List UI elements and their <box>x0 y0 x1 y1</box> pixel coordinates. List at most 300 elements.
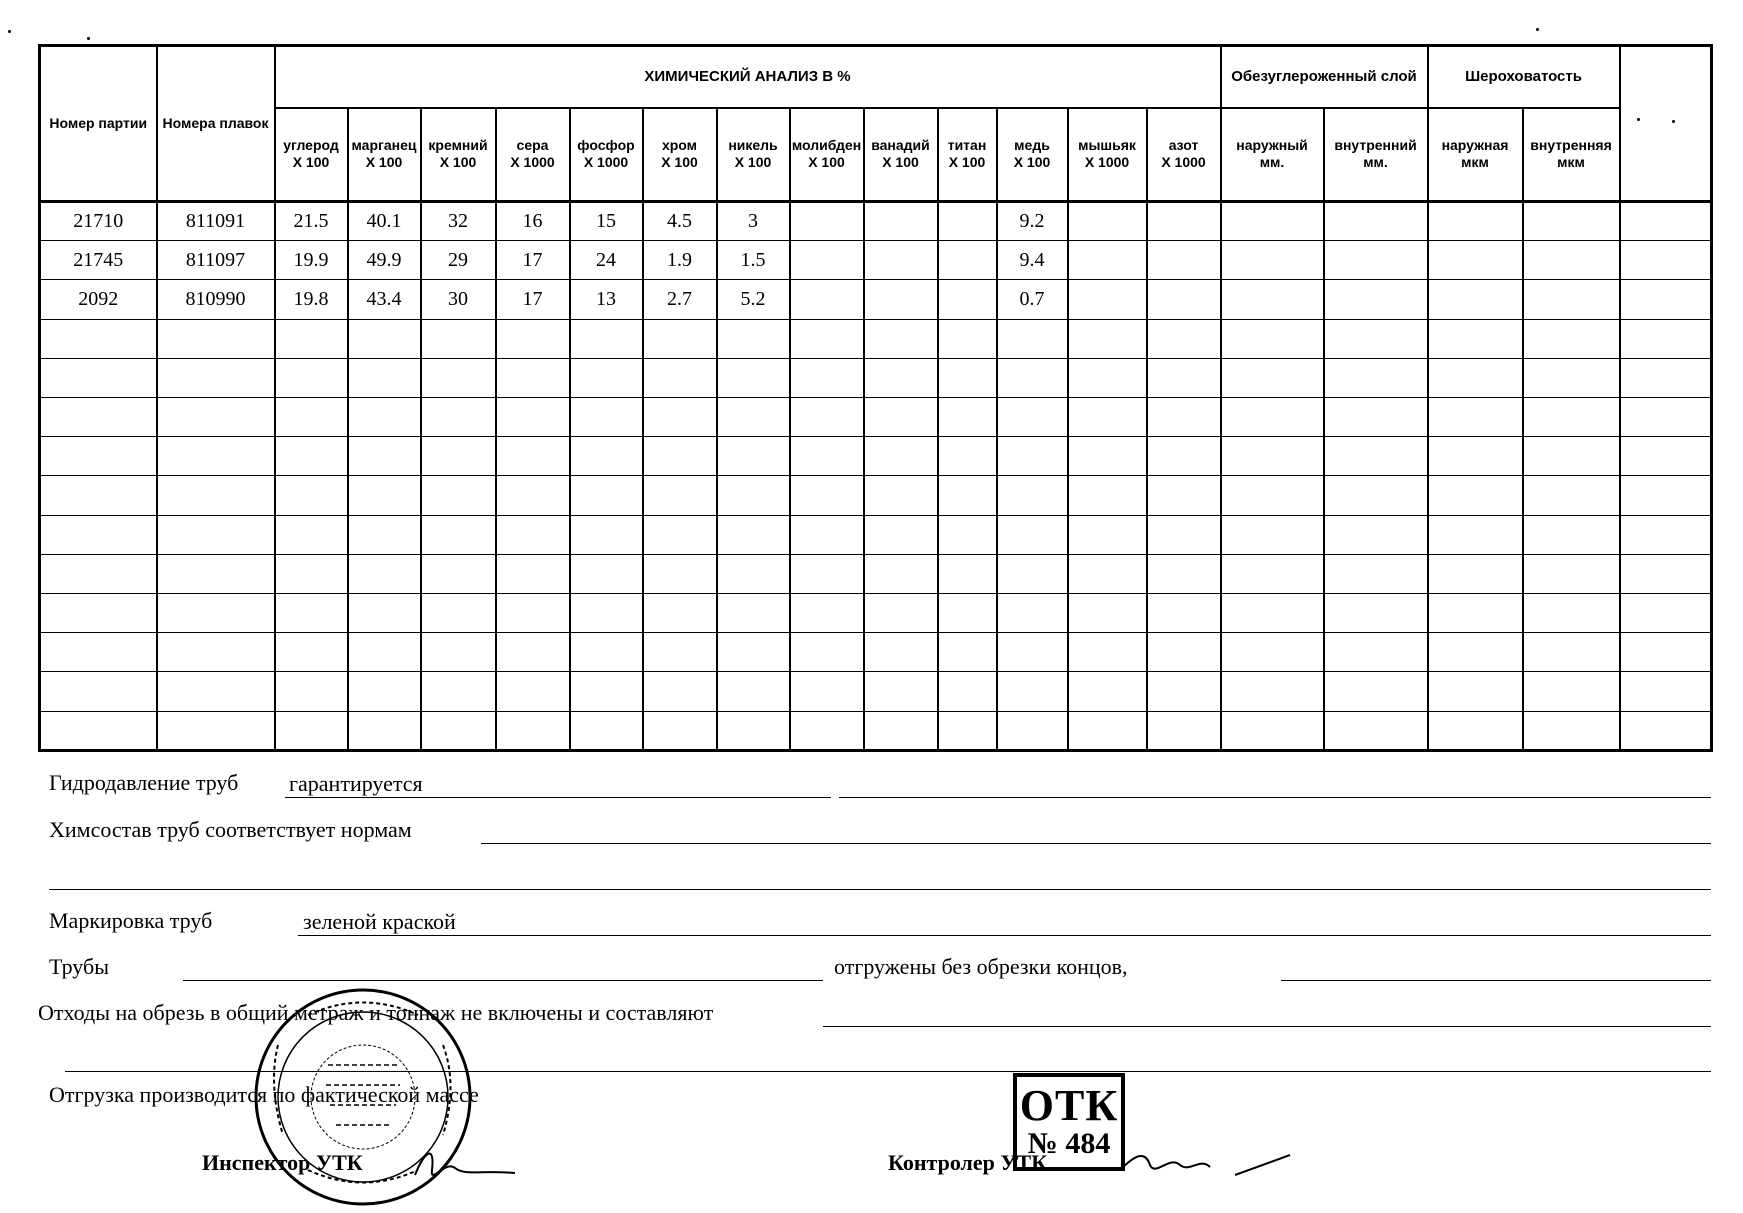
table-cell <box>938 515 997 554</box>
table-cell: 21745 <box>40 241 157 280</box>
table-cell <box>1221 633 1324 672</box>
scan-speck <box>1637 118 1640 121</box>
table-cell <box>1068 319 1147 358</box>
table-cell <box>1221 437 1324 476</box>
table-cell <box>1620 594 1712 633</box>
table-cell <box>1068 672 1147 711</box>
table-cell <box>790 711 864 750</box>
table-cell <box>348 594 421 633</box>
table-cell <box>1428 711 1523 750</box>
table-cell <box>496 554 570 593</box>
table-cell <box>1428 241 1523 280</box>
table-row <box>40 319 1712 358</box>
table-cell <box>717 672 790 711</box>
table-cell: 15 <box>570 202 643 241</box>
table-cell <box>40 633 157 672</box>
table-cell <box>275 437 348 476</box>
table-cell <box>1523 202 1620 241</box>
table-row <box>40 358 1712 397</box>
table-cell <box>938 554 997 593</box>
table-cell <box>1523 319 1620 358</box>
table-cell <box>938 672 997 711</box>
table-cell: 5.2 <box>717 280 790 319</box>
table-cell <box>570 437 643 476</box>
table-cell <box>1324 554 1428 593</box>
table-cell <box>864 515 938 554</box>
table-cell <box>421 476 496 515</box>
hydro-value-line <box>285 797 831 798</box>
table-cell <box>1324 594 1428 633</box>
table-cell <box>1068 202 1147 241</box>
table-cell <box>1221 515 1324 554</box>
table-cell <box>997 319 1068 358</box>
table-cell <box>864 633 938 672</box>
table-cell <box>275 554 348 593</box>
table-cell <box>1523 633 1620 672</box>
table-cell <box>1068 515 1147 554</box>
table-cell <box>938 241 997 280</box>
table-cell <box>790 554 864 593</box>
scan-speck <box>87 37 90 40</box>
table-cell <box>1428 515 1523 554</box>
table-cell <box>997 554 1068 593</box>
table-cell <box>1523 554 1620 593</box>
table-cell <box>1620 358 1712 397</box>
table-cell <box>496 319 570 358</box>
table-cell <box>40 711 157 750</box>
table-cell <box>717 594 790 633</box>
table-cell <box>421 594 496 633</box>
table-cell <box>790 241 864 280</box>
table-cell <box>717 515 790 554</box>
header-rough-inner: внутренняя мкм <box>1523 108 1620 202</box>
table-cell <box>570 319 643 358</box>
table-cell <box>1324 319 1428 358</box>
table-cell <box>157 319 275 358</box>
table-cell <box>643 476 717 515</box>
table-cell <box>1147 633 1221 672</box>
table-row <box>40 476 1712 515</box>
table-cell: 19.9 <box>275 241 348 280</box>
header-chemical-analysis: ХИМИЧЕСКИЙ АНАЛИЗ В % <box>275 46 1221 108</box>
table-cell <box>275 319 348 358</box>
table-cell <box>570 358 643 397</box>
table-cell <box>40 437 157 476</box>
table-cell <box>1324 711 1428 750</box>
header-decarburized-layer: Обезуглероженный слой <box>1221 46 1428 108</box>
table-cell: 17 <box>496 241 570 280</box>
table-cell <box>1221 358 1324 397</box>
chemical-analysis-table <box>38 44 1713 752</box>
table-cell <box>1428 358 1523 397</box>
table-cell <box>421 515 496 554</box>
table-row <box>40 280 1712 319</box>
table-cell <box>1523 437 1620 476</box>
table-cell <box>1620 515 1712 554</box>
table-cell <box>1620 280 1712 319</box>
table-cell <box>348 672 421 711</box>
table-cell <box>570 554 643 593</box>
table-cell <box>717 711 790 750</box>
table-cell <box>1523 398 1620 437</box>
header-silicon: кремний Х 100 <box>421 108 496 202</box>
table-cell <box>864 672 938 711</box>
table-cell: 16 <box>496 202 570 241</box>
table-cell <box>938 398 997 437</box>
header-carbon: углерод Х 100 <box>275 108 348 202</box>
table-cell: 1.9 <box>643 241 717 280</box>
table-cell <box>938 711 997 750</box>
header-chromium: хром Х 100 <box>643 108 717 202</box>
table-cell <box>1523 672 1620 711</box>
table-cell <box>1324 202 1428 241</box>
table-cell <box>864 594 938 633</box>
table-cell <box>348 633 421 672</box>
table-cell <box>1147 476 1221 515</box>
table-row <box>40 241 1712 280</box>
scan-speck <box>8 30 11 33</box>
controller-signature <box>1115 1135 1295 1190</box>
table-cell <box>643 554 717 593</box>
table-cell <box>1428 280 1523 319</box>
table-cell <box>1147 554 1221 593</box>
table-cell <box>1428 633 1523 672</box>
table-cell <box>1147 202 1221 241</box>
table-cell <box>864 711 938 750</box>
table-cell <box>40 672 157 711</box>
table-cell <box>1221 672 1324 711</box>
table-cell <box>1620 202 1712 241</box>
header-rough-outer: наружная мкм <box>1428 108 1523 202</box>
table-cell <box>1068 554 1147 593</box>
header-heat-nos: Номера плавок <box>157 46 275 202</box>
table-cell <box>1221 319 1324 358</box>
header-copper: медь Х 100 <box>997 108 1068 202</box>
table-cell <box>1428 202 1523 241</box>
header-vanadium: ванадий Х 100 <box>864 108 938 202</box>
table-cell <box>40 554 157 593</box>
header-sulfur: сера Х 1000 <box>496 108 570 202</box>
table-cell <box>496 594 570 633</box>
table-cell <box>570 515 643 554</box>
table-cell <box>643 633 717 672</box>
table-cell: 13 <box>570 280 643 319</box>
table-cell <box>790 398 864 437</box>
table-cell <box>157 358 275 397</box>
table-cell <box>643 437 717 476</box>
table-cell <box>938 476 997 515</box>
table-cell: 19.8 <box>275 280 348 319</box>
table-cell <box>1147 515 1221 554</box>
table-cell: 29 <box>421 241 496 280</box>
table-cell <box>717 476 790 515</box>
table-cell <box>864 241 938 280</box>
header-nickel: никель Х 100 <box>717 108 790 202</box>
table-cell <box>348 319 421 358</box>
table-cell <box>1221 594 1324 633</box>
table-cell <box>717 633 790 672</box>
table-cell: 811091 <box>157 202 275 241</box>
table-row <box>40 594 1712 633</box>
table-cell <box>1147 672 1221 711</box>
header-nitrogen: азот Х 1000 <box>1147 108 1221 202</box>
table-cell <box>421 398 496 437</box>
header-batch-no: Номер партии <box>40 46 157 202</box>
table-cell <box>421 319 496 358</box>
table-cell <box>643 319 717 358</box>
table-cell <box>40 515 157 554</box>
table-cell <box>275 711 348 750</box>
table-cell <box>1620 711 1712 750</box>
table-cell <box>1068 594 1147 633</box>
table-cell <box>1523 358 1620 397</box>
table-cell <box>496 398 570 437</box>
table-cell <box>1221 241 1324 280</box>
table-cell <box>40 398 157 437</box>
table-cell <box>275 633 348 672</box>
table-cell: 21.5 <box>275 202 348 241</box>
table-cell <box>790 280 864 319</box>
table-cell <box>1324 633 1428 672</box>
table-cell: 4.5 <box>643 202 717 241</box>
table-cell <box>496 476 570 515</box>
table-cell: 30 <box>421 280 496 319</box>
table-cell <box>1068 398 1147 437</box>
table-cell <box>570 476 643 515</box>
shipment-label: Отгрузка производится по фактической массе <box>49 1082 479 1107</box>
table-cell <box>348 358 421 397</box>
table-cell <box>1147 437 1221 476</box>
table-cell <box>157 594 275 633</box>
table-cell <box>1523 280 1620 319</box>
table-cell <box>1068 711 1147 750</box>
table-cell <box>496 711 570 750</box>
marking-value: зеленой краской <box>303 909 456 934</box>
table-cell <box>348 437 421 476</box>
table-cell <box>864 358 938 397</box>
table-row <box>40 672 1712 711</box>
table-cell <box>1068 633 1147 672</box>
table-cell: 2092 <box>40 280 157 319</box>
table-cell: 2.7 <box>643 280 717 319</box>
table-cell <box>570 633 643 672</box>
table-cell <box>40 319 157 358</box>
waste-label: Отходы на обрезь в общий метраж и тоннаж не включены и составляют <box>38 1000 714 1025</box>
table-cell <box>275 672 348 711</box>
table-cell <box>1620 554 1712 593</box>
table-cell <box>348 476 421 515</box>
table-cell <box>643 711 717 750</box>
table-cell <box>938 437 997 476</box>
table-cell: 1.5 <box>717 241 790 280</box>
header-decarb-outer: наружный мм. <box>1221 108 1324 202</box>
hydro-extra-line <box>839 797 1711 798</box>
table-cell <box>997 476 1068 515</box>
table-cell <box>157 711 275 750</box>
table-cell <box>938 633 997 672</box>
pipes-shipped-text: отгружены без обрезки концов, <box>834 954 1128 979</box>
table-cell <box>275 358 348 397</box>
table-cell: 811097 <box>157 241 275 280</box>
table-cell <box>864 437 938 476</box>
table-cell <box>496 515 570 554</box>
table-row <box>40 554 1712 593</box>
table-cell: 9.2 <box>997 202 1068 241</box>
table-cell <box>1523 594 1620 633</box>
table-cell <box>1523 241 1620 280</box>
otk-stamp <box>1013 1073 1125 1171</box>
table-row <box>40 202 1712 241</box>
pipes-line <box>183 980 823 981</box>
table-cell <box>1428 476 1523 515</box>
table-cell <box>275 476 348 515</box>
table-cell <box>1523 476 1620 515</box>
table-cell <box>1428 594 1523 633</box>
table-cell <box>1620 241 1712 280</box>
table-cell <box>1147 319 1221 358</box>
otk-stamp-number: № 484 <box>1027 1127 1111 1160</box>
marking-line <box>298 935 1711 936</box>
table-cell <box>1221 476 1324 515</box>
table-cell <box>1620 437 1712 476</box>
table-cell <box>717 437 790 476</box>
table-cell <box>790 319 864 358</box>
table-cell <box>348 398 421 437</box>
table-cell <box>275 398 348 437</box>
table-cell <box>1428 672 1523 711</box>
header-phosphorus: фосфор Х 1000 <box>570 108 643 202</box>
table-cell <box>1068 358 1147 397</box>
table-cell <box>1428 398 1523 437</box>
table-cell <box>1221 280 1324 319</box>
table-cell <box>157 515 275 554</box>
table-cell <box>790 437 864 476</box>
table-cell <box>864 554 938 593</box>
table-cell <box>1324 515 1428 554</box>
table-cell <box>421 633 496 672</box>
table-row <box>40 711 1712 750</box>
table-cell <box>40 594 157 633</box>
table-cell <box>1147 398 1221 437</box>
table-cell <box>157 554 275 593</box>
controller-label: Контролер УТК <box>888 1150 1048 1175</box>
inspector-label: Инспектор УТК <box>202 1150 363 1175</box>
table-cell <box>1324 672 1428 711</box>
table-cell <box>40 476 157 515</box>
table-cell: 3 <box>717 202 790 241</box>
table-cell <box>790 358 864 397</box>
table-cell <box>421 672 496 711</box>
table-cell: 21710 <box>40 202 157 241</box>
table-cell <box>997 398 1068 437</box>
table-cell <box>421 437 496 476</box>
table-row <box>40 437 1712 476</box>
table-cell <box>421 554 496 593</box>
table-cell <box>864 476 938 515</box>
table-cell <box>997 437 1068 476</box>
chem-compliance-line <box>481 843 1711 844</box>
scan-speck <box>1536 28 1539 31</box>
table-cell <box>1068 280 1147 319</box>
table-cell <box>864 319 938 358</box>
table-cell: 49.9 <box>348 241 421 280</box>
table-cell <box>864 202 938 241</box>
header-manganese: марганец Х 100 <box>348 108 421 202</box>
table-cell <box>790 515 864 554</box>
header-blank <box>1620 46 1712 202</box>
table-cell <box>1068 241 1147 280</box>
table-cell <box>570 711 643 750</box>
table-cell <box>157 398 275 437</box>
table-cell <box>938 202 997 241</box>
table-cell <box>421 358 496 397</box>
table-cell <box>1324 398 1428 437</box>
table-cell: 9.4 <box>997 241 1068 280</box>
table-cell <box>790 476 864 515</box>
table-cell <box>1147 594 1221 633</box>
table-cell <box>157 437 275 476</box>
header-decarb-inner: внутренний мм. <box>1324 108 1428 202</box>
table-cell <box>1620 398 1712 437</box>
table-cell <box>643 358 717 397</box>
table-cell <box>157 672 275 711</box>
table-cell <box>1620 672 1712 711</box>
table-cell <box>643 515 717 554</box>
table-cell <box>717 554 790 593</box>
table-cell <box>938 594 997 633</box>
table-cell <box>938 319 997 358</box>
table-cell <box>496 358 570 397</box>
table-cell <box>1428 319 1523 358</box>
table-cell <box>348 515 421 554</box>
table-cell <box>1147 241 1221 280</box>
table-cell <box>790 594 864 633</box>
table-cell <box>1147 711 1221 750</box>
table-cell: 40.1 <box>348 202 421 241</box>
table-cell <box>938 358 997 397</box>
table-cell <box>938 280 997 319</box>
table-cell <box>790 633 864 672</box>
table-cell: 17 <box>496 280 570 319</box>
table-cell <box>997 633 1068 672</box>
hydro-value: гарантируется <box>289 771 423 796</box>
table-cell <box>1620 319 1712 358</box>
table-cell <box>348 711 421 750</box>
table-cell <box>275 594 348 633</box>
table-cell <box>40 358 157 397</box>
table-cell <box>496 672 570 711</box>
waste-line <box>823 1026 1711 1027</box>
table-cell <box>157 476 275 515</box>
table-cell: 0.7 <box>997 280 1068 319</box>
table-cell <box>1221 398 1324 437</box>
table-cell: 810990 <box>157 280 275 319</box>
table-cell <box>997 594 1068 633</box>
table-cell <box>1428 437 1523 476</box>
table-cell <box>717 398 790 437</box>
table-cell: 43.4 <box>348 280 421 319</box>
table-cell <box>1324 280 1428 319</box>
table-cell <box>275 515 348 554</box>
table-cell <box>570 398 643 437</box>
table-cell <box>1221 711 1324 750</box>
blank-line-1 <box>49 889 1711 890</box>
table-cell <box>1523 711 1620 750</box>
table-cell <box>1324 437 1428 476</box>
table-cell <box>1523 515 1620 554</box>
table-body <box>40 202 1712 751</box>
header-roughness: Шероховатость <box>1428 46 1620 108</box>
